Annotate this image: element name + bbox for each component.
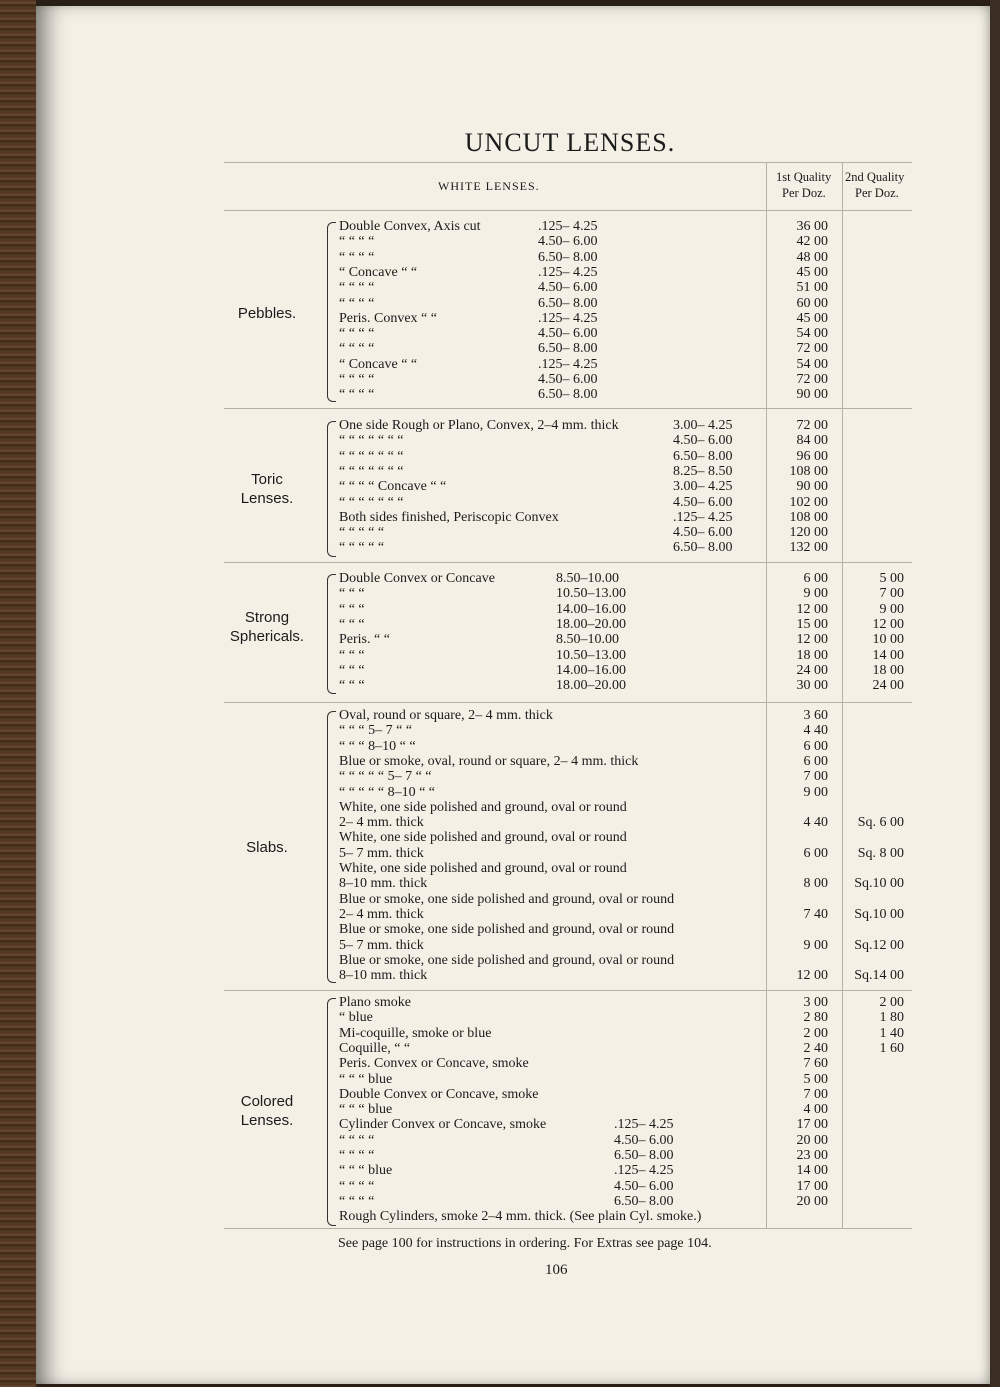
section-rule bbox=[224, 702, 912, 703]
row-description: 8–10 mm. thick bbox=[339, 876, 428, 892]
row-first-quality-price: 24 00 bbox=[796, 662, 828, 678]
row-description: “ “ “ “ bbox=[339, 387, 375, 403]
row-description: Peris. Convex or Concave, smoke bbox=[339, 1056, 529, 1072]
row-first-quality-price: 23 00 bbox=[796, 1148, 828, 1163]
row-description: “ “ “ 5– 7 “ “ bbox=[339, 723, 413, 739]
section-brace bbox=[327, 421, 336, 557]
section-label-line: Pebbles. bbox=[237, 305, 297, 322]
row-range: .125– 4.25 bbox=[538, 264, 598, 280]
row-description: “ “ “ bbox=[339, 601, 365, 617]
row-range: .125– 4.25 bbox=[614, 1117, 674, 1133]
page-number: 106 bbox=[545, 1262, 568, 1278]
row-description: White, one side polished and ground, oval or round bbox=[339, 861, 627, 876]
row-first-quality-price: 14 00 bbox=[796, 1163, 828, 1179]
row-range: 10.50–13.00 bbox=[556, 647, 626, 663]
section-label-line: Colored bbox=[240, 1093, 294, 1110]
row-description: 2– 4 mm. thick bbox=[339, 815, 424, 831]
row-second-quality-price: Sq.10 00 bbox=[854, 876, 904, 892]
row-first-quality-price: 45 00 bbox=[796, 264, 828, 280]
row-description: Oval, round or square, 2– 4 mm. thick bbox=[339, 708, 553, 723]
row-first-quality-price: 72 00 bbox=[796, 372, 828, 387]
row-description: “ “ “ “ bbox=[339, 1132, 375, 1148]
row-description: 5– 7 mm. thick bbox=[339, 845, 424, 861]
row-description: Double Convex, Axis cut bbox=[339, 219, 481, 234]
row-description: “ “ “ “ bbox=[339, 1193, 375, 1209]
row-description: “ “ “ blue bbox=[339, 1102, 393, 1118]
page-edge bbox=[990, 0, 1000, 1387]
row-first-quality-price: 84 00 bbox=[796, 433, 828, 449]
row-range: 8.25– 8.50 bbox=[673, 463, 733, 479]
section-rule bbox=[224, 408, 912, 409]
row-range: 3.00– 4.25 bbox=[673, 418, 733, 433]
column-divider bbox=[766, 162, 767, 1228]
section-label-line: Strong bbox=[244, 609, 290, 626]
row-first-quality-price: 9 00 bbox=[803, 937, 828, 953]
row-second-quality-price: 9 00 bbox=[879, 601, 904, 617]
row-description: “ “ “ “ “ 8–10 “ “ bbox=[339, 784, 435, 800]
row-range: 4.50– 6.00 bbox=[538, 234, 598, 250]
row-description: “ “ “ blue bbox=[339, 1163, 393, 1179]
row-first-quality-price: 132 00 bbox=[789, 540, 828, 556]
section-brace bbox=[327, 574, 336, 694]
section-label-line: Sphericals. bbox=[229, 628, 305, 645]
row-description: “ “ “ “ bbox=[339, 280, 375, 296]
row-first-quality-price: 6 00 bbox=[803, 571, 828, 586]
row-first-quality-price: 90 00 bbox=[796, 479, 828, 495]
row-first-quality-price: 72 00 bbox=[796, 418, 828, 433]
row-description: “ “ “ blue bbox=[339, 1071, 393, 1087]
row-description: “ “ “ “ bbox=[339, 341, 375, 357]
row-description: “ “ “ bbox=[339, 616, 365, 632]
row-second-quality-price: 24 00 bbox=[872, 678, 904, 694]
row-first-quality-price: 12 00 bbox=[796, 968, 828, 984]
row-first-quality-price: 60 00 bbox=[796, 295, 828, 311]
row-description: Mi-coquille, smoke or blue bbox=[339, 1025, 492, 1041]
row-description: “ “ “ “ Concave “ “ bbox=[339, 479, 447, 495]
row-second-quality-price: Sq.10 00 bbox=[854, 906, 904, 922]
row-range: 6.50– 8.00 bbox=[673, 540, 733, 556]
row-description: Blue or smoke, one side polished and ground, oval or round bbox=[339, 952, 675, 968]
section-label-line: Lenses. bbox=[240, 490, 294, 507]
row-description: “ “ “ “ bbox=[339, 295, 375, 311]
row-second-quality-price: 1 80 bbox=[879, 1010, 904, 1026]
row-first-quality-price: 18 00 bbox=[796, 647, 828, 663]
row-first-quality-price: 108 00 bbox=[789, 509, 828, 525]
row-range: 14.00–16.00 bbox=[556, 662, 626, 678]
row-description: Peris. “ “ bbox=[339, 632, 390, 648]
row-first-quality-price: 12 00 bbox=[796, 632, 828, 648]
section-label-line: Toric bbox=[251, 471, 283, 488]
row-first-quality-price: 3 60 bbox=[803, 708, 828, 723]
row-first-quality-price: 36 00 bbox=[796, 219, 828, 234]
section-label bbox=[212, 304, 322, 323]
table-top-rule bbox=[224, 162, 912, 163]
table-bottom-rule bbox=[224, 1228, 912, 1229]
section-label bbox=[212, 608, 322, 646]
row-first-quality-price: 4 40 bbox=[803, 723, 828, 739]
row-description: Double Convex or Concave bbox=[339, 571, 495, 586]
row-first-quality-price: 7 60 bbox=[803, 1056, 828, 1072]
row-description: “ “ “ “ bbox=[339, 249, 375, 265]
row-range: 6.50– 8.00 bbox=[538, 295, 598, 311]
row-description: Coquille, “ “ bbox=[339, 1040, 411, 1056]
book-binding bbox=[0, 0, 36, 1387]
row-first-quality-price: 90 00 bbox=[796, 387, 828, 403]
row-description: “ “ “ “ “ “ “ bbox=[339, 463, 404, 479]
row-description: “ “ “ bbox=[339, 647, 365, 663]
row-first-quality-price: 72 00 bbox=[796, 341, 828, 357]
row-range: 18.00–20.00 bbox=[556, 678, 626, 694]
row-description: “ “ “ “ bbox=[339, 1178, 375, 1194]
row-description: 2– 4 mm. thick bbox=[339, 906, 424, 922]
row-description: “ blue bbox=[339, 1010, 373, 1026]
row-second-quality-price: 18 00 bbox=[872, 662, 904, 678]
section-rule bbox=[224, 562, 912, 563]
second-quality-header: 2nd Quality bbox=[845, 170, 905, 184]
row-description: 5– 7 mm. thick bbox=[339, 937, 424, 953]
row-description: “ “ “ “ bbox=[339, 234, 375, 250]
row-first-quality-price: 2 40 bbox=[803, 1040, 828, 1056]
row-second-quality-price: 1 60 bbox=[879, 1040, 904, 1056]
row-description: “ “ “ “ “ “ “ bbox=[339, 433, 404, 449]
row-first-quality-price: 12 00 bbox=[796, 601, 828, 617]
row-description: Blue or smoke, one side polished and ground, oval or round bbox=[339, 922, 675, 938]
row-description: Rough Cylinders, smoke 2–4 mm. thick. (See plain Cyl. smoke.) bbox=[339, 1209, 702, 1225]
row-range: 6.50– 8.00 bbox=[538, 249, 598, 265]
row-description: Both sides finished, Periscopic Convex bbox=[339, 509, 559, 525]
row-first-quality-price: 7 00 bbox=[803, 769, 828, 785]
section-brace bbox=[327, 998, 336, 1226]
row-range: .125– 4.25 bbox=[673, 509, 733, 525]
row-description: White, one side polished and ground, oval or round bbox=[339, 830, 627, 846]
row-second-quality-price: Sq. 6 00 bbox=[857, 815, 904, 831]
row-first-quality-price: 7 40 bbox=[803, 906, 828, 922]
section-rule bbox=[224, 990, 912, 991]
row-range: 8.50–10.00 bbox=[556, 632, 619, 648]
row-first-quality-price: 42 00 bbox=[796, 234, 828, 250]
row-first-quality-price: 20 00 bbox=[796, 1132, 828, 1148]
first-quality-subheader: Per Doz. bbox=[782, 186, 826, 200]
row-first-quality-price: 15 00 bbox=[796, 616, 828, 632]
row-range: .125– 4.25 bbox=[538, 219, 598, 234]
row-description: One side Rough or Plano, Convex, 2–4 mm. thick bbox=[339, 418, 619, 433]
row-second-quality-price: 12 00 bbox=[872, 616, 904, 632]
row-first-quality-price: 8 00 bbox=[803, 876, 828, 892]
row-first-quality-price: 120 00 bbox=[789, 525, 828, 541]
page bbox=[36, 6, 990, 1384]
section-brace bbox=[327, 711, 336, 983]
row-second-quality-price: 5 00 bbox=[879, 571, 904, 586]
row-description: “ “ “ bbox=[339, 586, 365, 602]
row-second-quality-price: Sq. 8 00 bbox=[857, 845, 904, 861]
row-first-quality-price: 5 00 bbox=[803, 1071, 828, 1087]
row-first-quality-price: 9 00 bbox=[803, 784, 828, 800]
row-description: “ “ “ 8–10 “ “ bbox=[339, 738, 416, 754]
row-first-quality-price: 96 00 bbox=[796, 448, 828, 464]
row-second-quality-price: 10 00 bbox=[872, 632, 904, 648]
row-range: 6.50– 8.00 bbox=[538, 341, 598, 357]
row-description: “ “ “ “ bbox=[339, 1148, 375, 1163]
section-label bbox=[212, 1092, 322, 1130]
white-lenses-header: WHITE LENSES. bbox=[438, 179, 540, 193]
row-range: 4.50– 6.00 bbox=[673, 494, 733, 510]
row-first-quality-price: 48 00 bbox=[796, 249, 828, 265]
section-label-line: Lenses. bbox=[240, 1112, 294, 1129]
row-second-quality-price: 2 00 bbox=[879, 995, 904, 1010]
row-description: Blue or smoke, one side polished and ground, oval or round bbox=[339, 891, 675, 907]
row-first-quality-price: 6 00 bbox=[803, 753, 828, 769]
row-first-quality-price: 2 00 bbox=[803, 1025, 828, 1041]
row-first-quality-price: 108 00 bbox=[789, 463, 828, 479]
row-second-quality-price: 1 40 bbox=[879, 1025, 904, 1041]
footer-note: See page 100 for instructions in ordering. For Extras see page 104. bbox=[338, 1236, 712, 1251]
row-first-quality-price: 51 00 bbox=[796, 280, 828, 296]
row-range: 6.50– 8.00 bbox=[538, 387, 598, 403]
row-first-quality-price: 17 00 bbox=[796, 1117, 828, 1133]
row-first-quality-price: 6 00 bbox=[803, 845, 828, 861]
row-description: “ “ “ “ bbox=[339, 326, 375, 342]
row-first-quality-price: 30 00 bbox=[796, 678, 828, 694]
row-description: Double Convex or Concave, smoke bbox=[339, 1086, 539, 1102]
row-range: .125– 4.25 bbox=[538, 356, 598, 372]
row-first-quality-price: 6 00 bbox=[803, 738, 828, 754]
row-description: “ “ “ “ bbox=[339, 372, 375, 387]
row-description: “ “ “ “ “ “ “ bbox=[339, 494, 404, 510]
row-range: 18.00–20.00 bbox=[556, 616, 626, 632]
first-quality-header: 1st Quality bbox=[776, 170, 832, 184]
row-description: “ “ “ bbox=[339, 678, 365, 694]
section-brace bbox=[327, 222, 336, 402]
row-first-quality-price: 17 00 bbox=[796, 1178, 828, 1194]
row-first-quality-price: 9 00 bbox=[803, 586, 828, 602]
row-description: “ “ “ bbox=[339, 662, 365, 678]
section-label bbox=[212, 470, 322, 508]
row-second-quality-price: 14 00 bbox=[872, 647, 904, 663]
row-range: 4.50– 6.00 bbox=[673, 433, 733, 449]
row-range: .125– 4.25 bbox=[614, 1163, 674, 1179]
row-range: 6.50– 8.00 bbox=[673, 448, 733, 464]
row-first-quality-price: 4 00 bbox=[803, 1102, 828, 1118]
row-range: 4.50– 6.00 bbox=[538, 326, 598, 342]
row-first-quality-price: 4 40 bbox=[803, 815, 828, 831]
row-range: 14.00–16.00 bbox=[556, 601, 626, 617]
row-description: White, one side polished and ground, oval or round bbox=[339, 799, 627, 815]
row-description: Cylinder Convex or Concave, smoke bbox=[339, 1117, 547, 1133]
second-quality-subheader: Per Doz. bbox=[855, 186, 899, 200]
row-first-quality-price: 54 00 bbox=[796, 326, 828, 342]
row-first-quality-price: 45 00 bbox=[796, 310, 828, 326]
row-range: 6.50– 8.00 bbox=[614, 1148, 674, 1163]
row-first-quality-price: 54 00 bbox=[796, 356, 828, 372]
row-range: 4.50– 6.00 bbox=[614, 1178, 674, 1194]
column-divider bbox=[842, 162, 843, 1228]
row-second-quality-price: Sq.14 00 bbox=[854, 968, 904, 984]
row-second-quality-price: 7 00 bbox=[879, 586, 904, 602]
page-title: UNCUT LENSES. bbox=[464, 128, 676, 157]
section-label bbox=[212, 838, 322, 857]
row-description: Plano smoke bbox=[339, 995, 411, 1010]
row-first-quality-price: 3 00 bbox=[803, 995, 828, 1010]
row-first-quality-price: 20 00 bbox=[796, 1193, 828, 1209]
row-description: “ “ “ “ “ bbox=[339, 525, 385, 541]
row-range: .125– 4.25 bbox=[538, 310, 598, 326]
row-first-quality-price: 102 00 bbox=[789, 494, 828, 510]
row-second-quality-price: Sq.12 00 bbox=[854, 937, 904, 953]
row-range: 4.50– 6.00 bbox=[538, 372, 598, 387]
row-description: “ “ “ “ “ “ “ bbox=[339, 448, 404, 464]
row-description: “ Concave “ “ bbox=[339, 356, 418, 372]
row-description: 8–10 mm. thick bbox=[339, 968, 428, 984]
row-description: Peris. Convex “ “ bbox=[339, 310, 437, 326]
row-range: 10.50–13.00 bbox=[556, 586, 626, 602]
row-first-quality-price: 2 80 bbox=[803, 1010, 828, 1026]
section-label-line: Slabs. bbox=[246, 839, 288, 856]
row-range: 6.50– 8.00 bbox=[614, 1193, 674, 1209]
header-rule bbox=[224, 210, 912, 211]
row-range: 4.50– 6.00 bbox=[673, 525, 733, 541]
row-first-quality-price: 7 00 bbox=[803, 1086, 828, 1102]
row-range: 3.00– 4.25 bbox=[673, 479, 733, 495]
row-description: “ “ “ “ “ 5– 7 “ “ bbox=[339, 769, 432, 785]
row-range: 8.50–10.00 bbox=[556, 571, 619, 586]
row-range: 4.50– 6.00 bbox=[614, 1132, 674, 1148]
row-description: “ “ “ “ “ bbox=[339, 540, 385, 556]
row-description: “ Concave “ “ bbox=[339, 264, 418, 280]
row-range: 4.50– 6.00 bbox=[538, 280, 598, 296]
row-description: Blue or smoke, oval, round or square, 2– 4 mm. thick bbox=[339, 753, 639, 769]
